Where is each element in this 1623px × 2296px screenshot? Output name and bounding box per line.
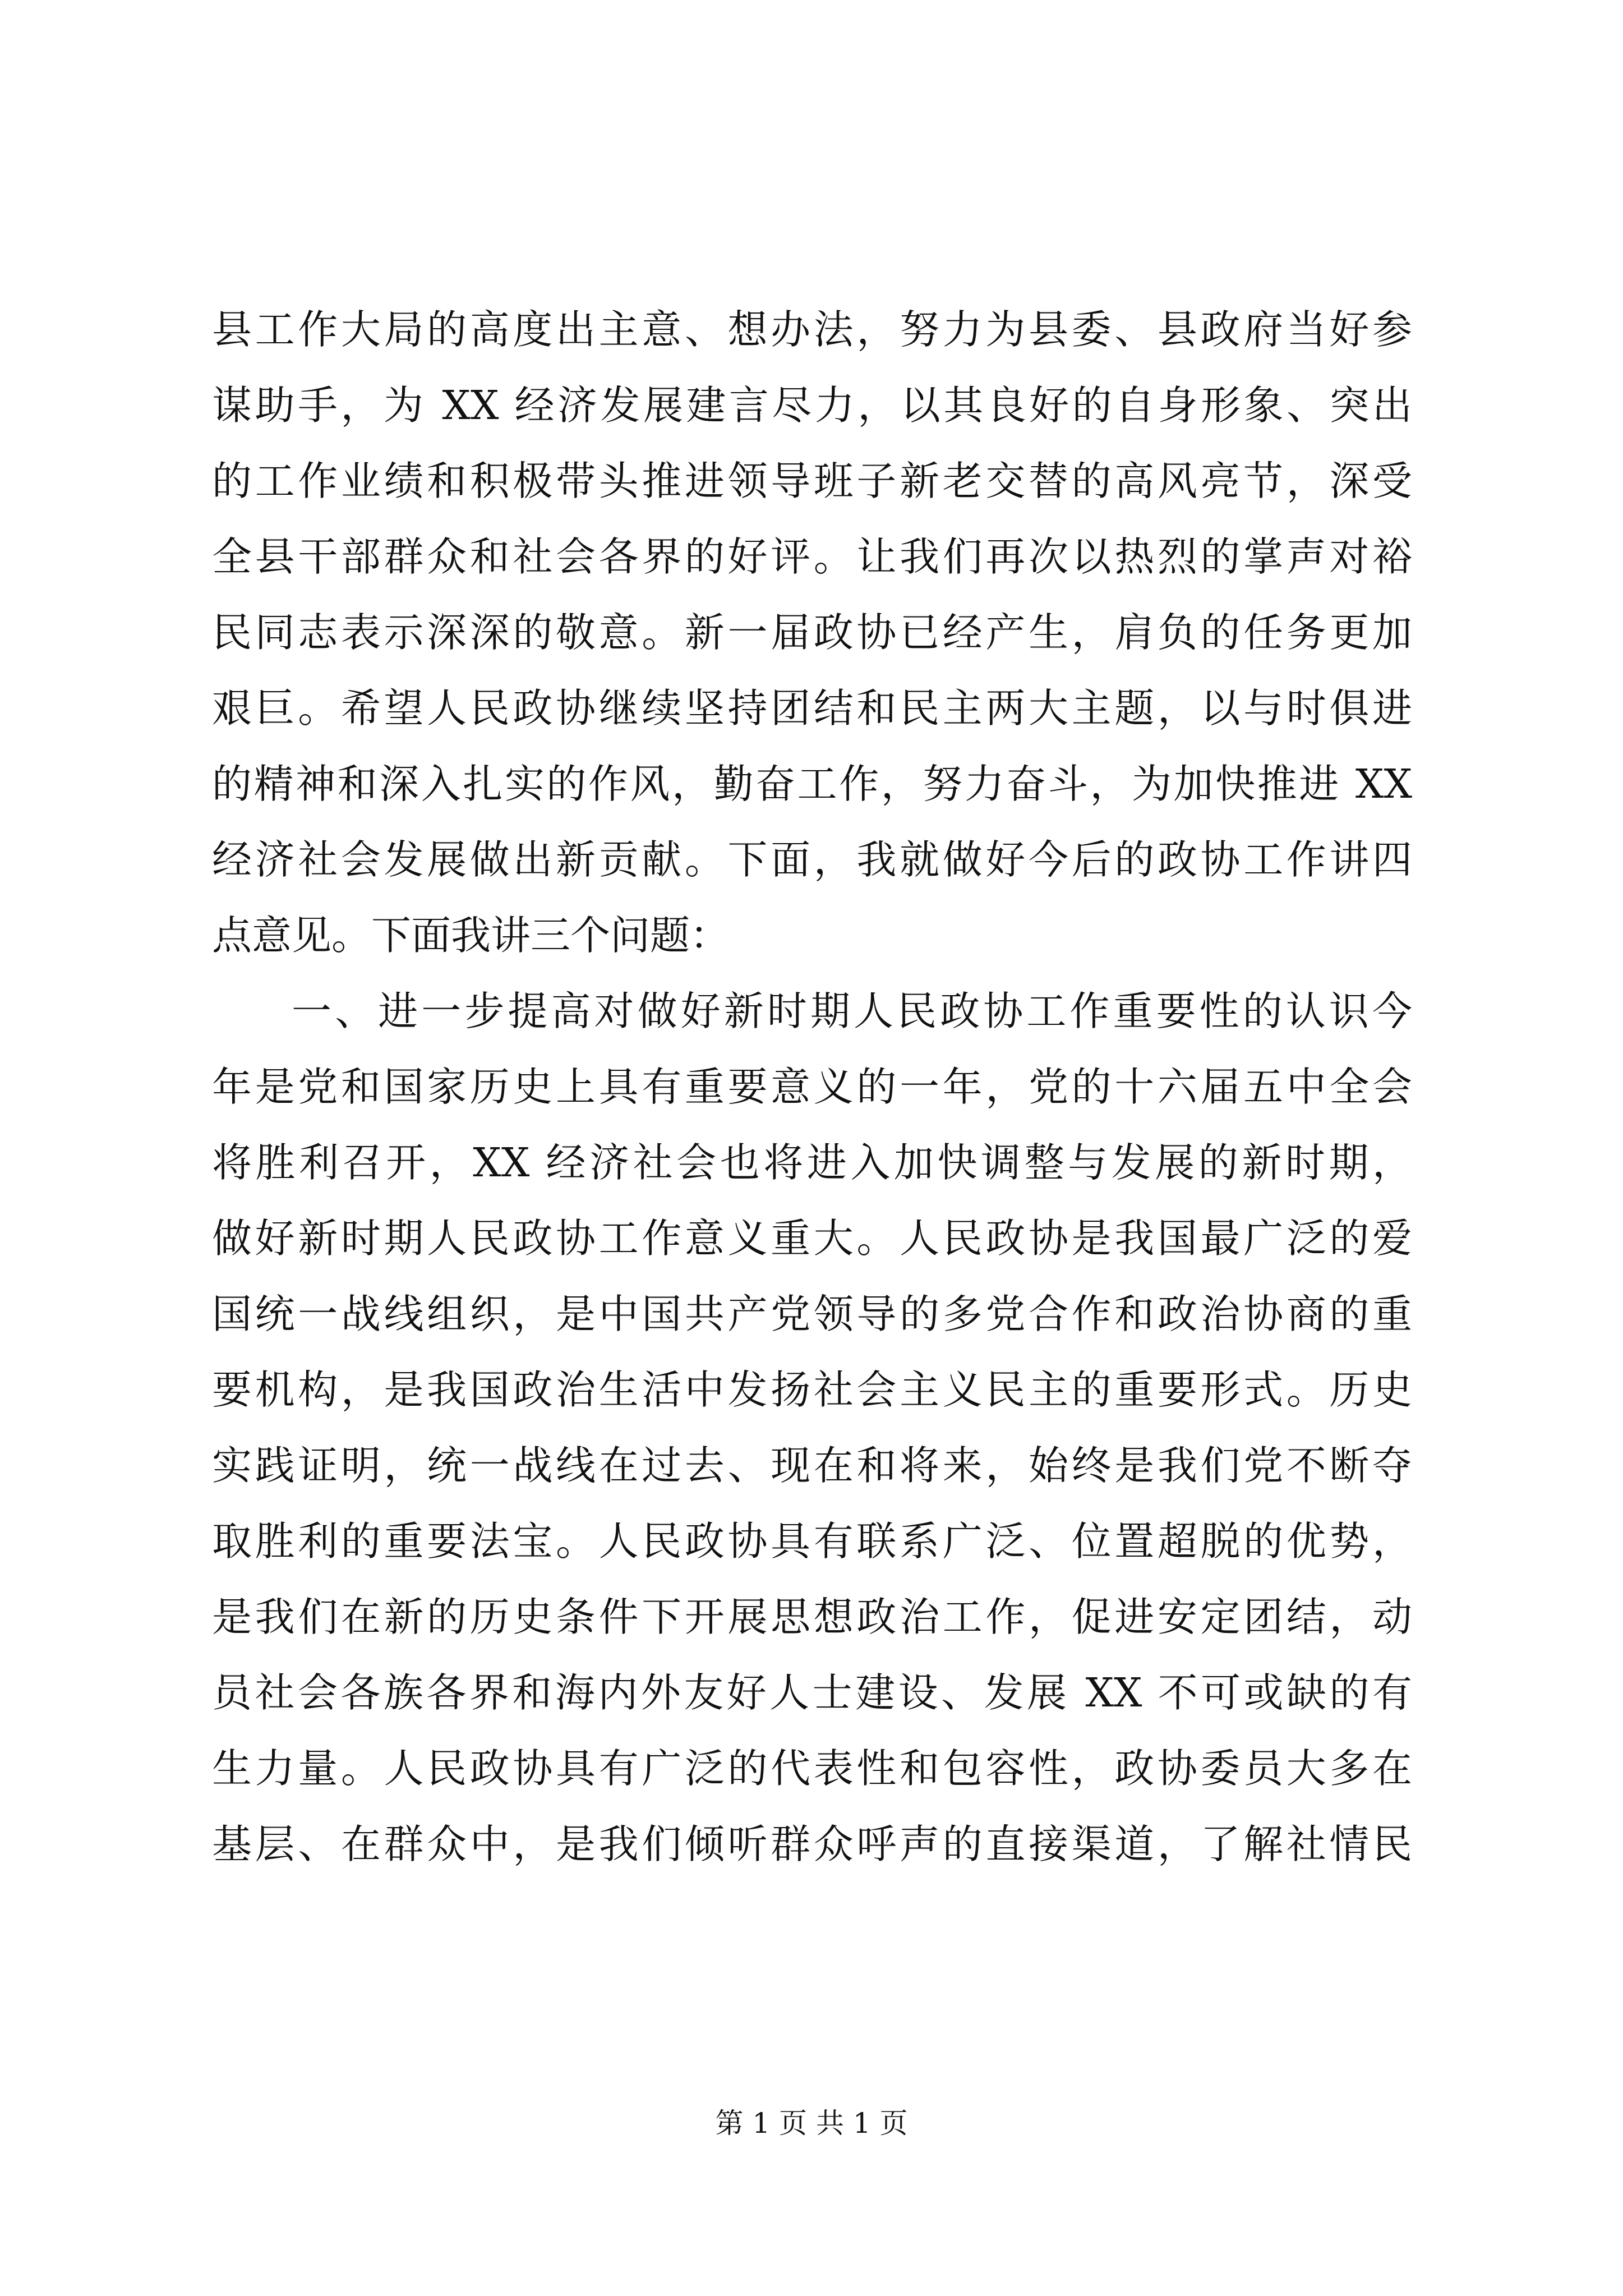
- text-line: 谋助手，为 XX 经济发展建言尽力，以其良好的自身形象、突出: [212, 382, 1412, 429]
- text-line: 艰巨。希望人民政协继续坚持团结和民主两大主题，以与时俱进: [212, 685, 1412, 731]
- text-line: 的精神和深入扎实的作风，勤奋工作，努力奋斗，为加快推进 XX: [212, 761, 1412, 807]
- text-line: 取胜利的重要法宝。人民政协具有联系广泛、位置超脱的优势，: [212, 1518, 1412, 1565]
- section-heading-line: 一、进一步提高对做好新时期人民政协工作重要性的认识今: [292, 988, 1412, 1034]
- text-line: 员社会各族各界和海内外友好人士建设、发展 XX 不可或缺的有: [212, 1669, 1412, 1716]
- text-line: 县工作大局的高度出主意、想办法，努力为县委、县政府当好参: [212, 306, 1412, 353]
- page-number-footer: 第 1 页 共 1 页: [715, 2107, 908, 2139]
- text-line: 的工作业绩和积极带头推进领导班子新老交替的高风亮节，深受: [212, 458, 1412, 504]
- text-line: 民同志表示深深的敬意。新一届政协已经产生，肩负的任务更加: [212, 609, 1412, 656]
- text-line: 全县干部群众和社会各界的好评。让我们再次以热烈的掌声对裕: [212, 533, 1412, 580]
- text-line: 国统一战线组织，是中国共产党领导的多党合作和政治协商的重: [212, 1291, 1412, 1337]
- text-line: 年是党和国家历史上具有重要意义的一年，党的十六届五中全会: [212, 1064, 1412, 1110]
- text-line: 实践证明，统一战线在过去、现在和将来，始终是我们党不断夺: [212, 1442, 1412, 1489]
- text-line: 要机构，是我国政治生活中发扬社会主义民主的重要形式。历史: [212, 1366, 1412, 1413]
- text-line: 经济社会发展做出新贡献。下面，我就做好今后的政协工作讲四: [212, 836, 1412, 883]
- text-line: 点意见。下面我讲三个问题：: [212, 912, 730, 959]
- text-line: 基层、在群众中，是我们倾听群众呼声的直接渠道，了解社情民: [212, 1821, 1412, 1867]
- text-line: 将胜利召开，XX 经济社会也将进入加快调整与发展的新时期，: [212, 1139, 1412, 1186]
- text-line: 生力量。人民政协具有广泛的代表性和包容性，政协委员大多在: [212, 1745, 1412, 1792]
- text-line: 做好新时期人民政协工作意义重大。人民政协是我国最广泛的爱: [212, 1215, 1412, 1262]
- body-text: [212, 292, 1412, 1882]
- text-line: 是我们在新的历史条件下开展思想政治工作，促进安定团结，动: [212, 1594, 1412, 1640]
